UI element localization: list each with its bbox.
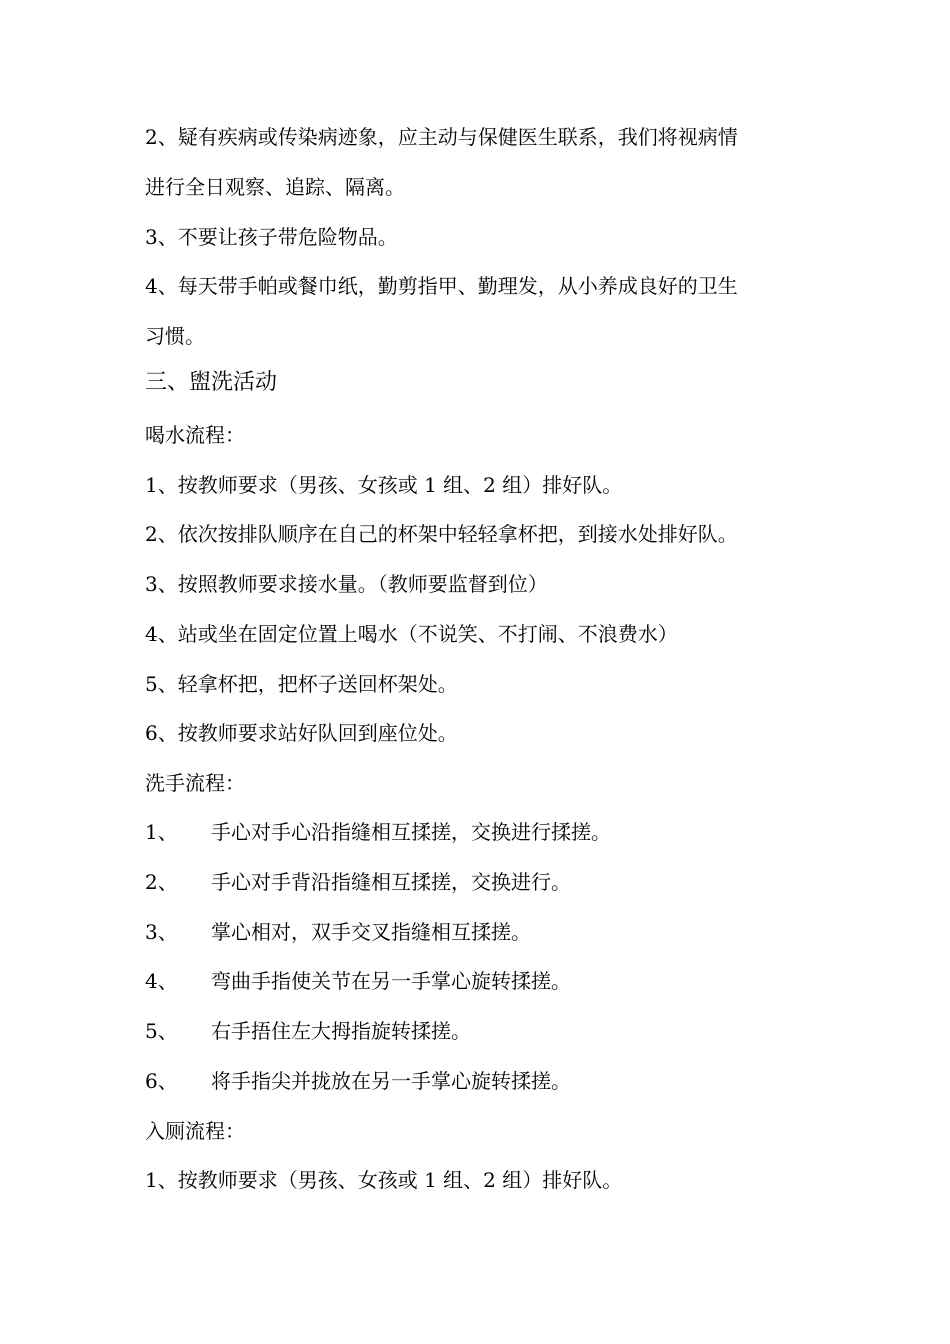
drinking-step-3: 3、按照教师要求接水量。（教师要监督到位）	[145, 572, 548, 596]
step-number: 2、	[145, 870, 178, 894]
drinking-step-2: 2、依次按排队顺序在自己的杯架中轻轻拿杯把，到接水处排好队。	[145, 522, 738, 546]
drinking-step-5: 5、轻拿杯把，把杯子送回杯架处。	[145, 672, 458, 696]
step-text: 右手捂住左大拇指旋转揉搓。	[211, 1019, 471, 1043]
drinking-step-4: 4、站或坐在固定位置上喝水（不说笑、不打闹、不浪费水）	[145, 622, 678, 646]
toilet-title: 入厕流程：	[145, 1119, 245, 1143]
handwashing-step-3	[145, 918, 531, 946]
handwashing-step-4	[145, 967, 571, 995]
handwashing-step-5	[145, 1017, 471, 1045]
handwashing-step-6	[145, 1067, 571, 1095]
section-heading: 三、盥洗活动	[145, 370, 278, 395]
step-text: 手心对手心沿指缝相互揉搓，交换进行揉搓。	[211, 820, 611, 844]
handwashing-step-2	[145, 868, 571, 896]
hygiene-item-4-line-1: 4、每天带手帕或餐巾纸，勤剪指甲、勤理发，从小养成良好的卫生	[145, 274, 738, 298]
step-text: 将手指尖并拢放在另一手掌心旋转揉搓。	[211, 1069, 571, 1093]
step-text: 手心对手背沿指缝相互揉搓，交换进行。	[211, 870, 571, 894]
drinking-step-1: 1、按教师要求（男孩、女孩或 1 组、2 组）排好队。	[145, 473, 623, 497]
hygiene-item-3: 3、不要让孩子带危险物品。	[145, 225, 398, 249]
step-number: 5、	[145, 1019, 178, 1043]
step-number: 1、	[145, 820, 178, 844]
drinking-step-6: 6、按教师要求站好队回到座位处。	[145, 721, 458, 745]
step-number: 4、	[145, 969, 178, 993]
step-number: 6、	[145, 1069, 178, 1093]
hygiene-item-2-line-2: 进行全日观察、追踪、隔离。	[145, 175, 405, 199]
hygiene-item-4-line-2: 习惯。	[145, 324, 205, 348]
step-number: 3、	[145, 920, 178, 944]
handwashing-title: 洗手流程：	[145, 771, 245, 795]
drinking-title: 喝水流程：	[145, 423, 245, 447]
toilet-step-1: 1、按教师要求（男孩、女孩或 1 组、2 组）排好队。	[145, 1168, 623, 1192]
step-text: 弯曲手指使关节在另一手掌心旋转揉搓。	[211, 969, 571, 993]
handwashing-step-1	[145, 818, 611, 846]
hygiene-item-2-line-1: 2、疑有疾病或传染病迹象，应主动与保健医生联系，我们将视病情	[145, 125, 738, 149]
step-text: 掌心相对，双手交叉指缝相互揉搓。	[211, 920, 531, 944]
